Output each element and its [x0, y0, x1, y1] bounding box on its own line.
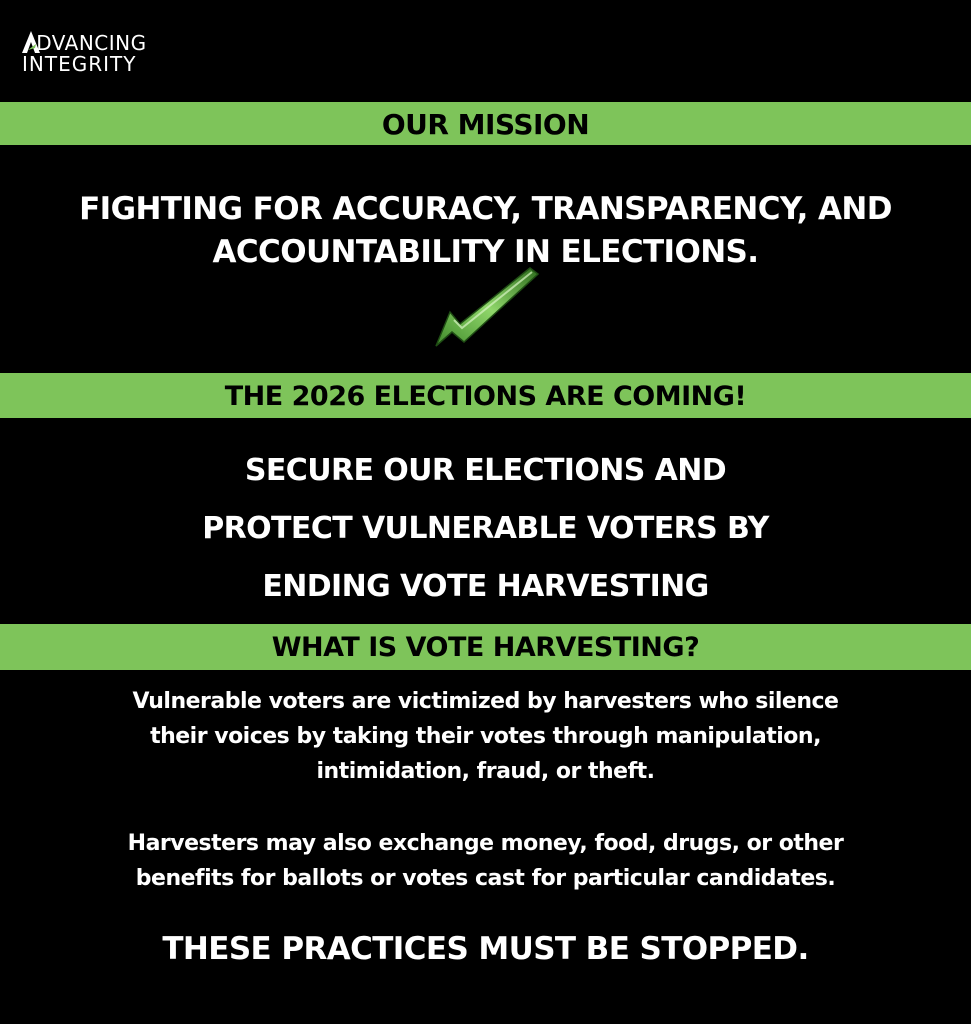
harvesting-heading: WHAT IS VOTE HARVESTING?	[0, 624, 971, 670]
logo-text-line2: INTEGRITY	[22, 52, 137, 76]
elections-line: ENDING VOTE HARVESTING	[262, 569, 709, 604]
mission-line: FIGHTING FOR ACCURACY, TRANSPARENCY, AND	[79, 191, 892, 227]
elections-heading: THE 2026 ELECTIONS ARE COMING!	[0, 373, 971, 418]
paragraph-line: their voices by taking their votes through manipulation,	[150, 724, 821, 749]
brand-logo	[22, 31, 192, 77]
paragraph-line: Harvesters may also exchange money, food, drugs, or other	[127, 831, 844, 856]
harvesting-definition	[40, 684, 931, 789]
elections-callout	[0, 442, 971, 616]
paragraph-line: Vulnerable voters are victimized by harvesters who silence	[132, 689, 839, 714]
logo-line1-rest: DVANCING	[36, 31, 147, 55]
green-checkmark-icon	[430, 262, 542, 350]
paragraph-line: intimidation, fraud, or theft.	[316, 759, 655, 784]
elections-line: PROTECT VULNERABLE VOTERS BY	[202, 511, 769, 546]
mission-heading: OUR MISSION	[0, 102, 971, 145]
paragraph-line: benefits for ballots or votes cast for particular candidates.	[135, 866, 836, 891]
logo-text-line1	[22, 33, 147, 53]
closing-statement: THESE PRACTICES MUST BE STOPPED.	[162, 931, 809, 967]
mission-line: ACCOUNTABILITY IN ELECTIONS.	[212, 234, 759, 270]
elections-line: SECURE OUR ELECTIONS AND	[244, 453, 727, 488]
harvesting-exchange	[40, 826, 931, 896]
